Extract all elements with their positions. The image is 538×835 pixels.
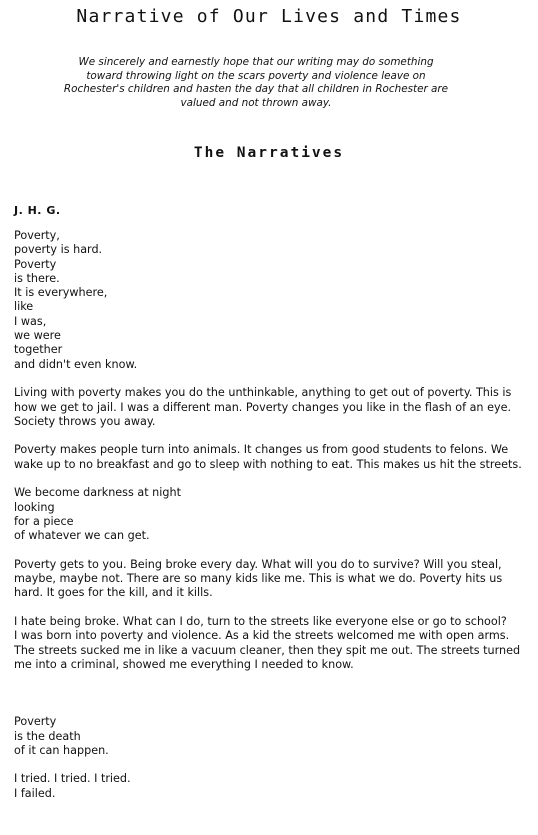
dedication-text: We sincerely and earnestly hope that our writing may do something toward throwing light on the scars poverty and violence leave on Rochester's children and hasten the day that all children in Rochester are valued and not thrown away. — [63, 56, 449, 109]
poem-stanza: I tried. I tried. I tried. I failed. — [14, 772, 131, 800]
poem-stanza: Poverty is the death of it can happen. — [14, 715, 109, 757]
poem-stanza: Poverty, poverty is hard. Poverty is there. It is everywhere, like I was, we were together and didn't even know. — [14, 229, 138, 371]
paragraph: Poverty gets to you. Being broke every day. What will you do to survive? Will you steal, maybe, maybe not. There are so many kids like me. This is what we do. Poverty hits us hard. It goes for the kill, and it kills. — [14, 557, 503, 600]
narrative-body — [14, 229, 524, 815]
paragraph: Poverty makes people turn into animals. It changes us from good students to felons. We wake up to no breakfast and go to sleep with nothing to eat. This makes us hit the streets. — [14, 443, 522, 471]
document-title: Narrative of Our Lives and Times — [76, 6, 462, 27]
paragraph: I hate being broke. What can I do, turn to the streets like everyone else or go to school? I was born into poverty and violence. As a kid the streets welcomed me with open arms. The streets sucked me in like a vacuum cleaner, then they spit me out. The streets turned me into a criminal, showed me everything I needed to know. — [14, 615, 521, 671]
poem-stanza: We become darkness at night looking for a piece of whatever we can get. — [14, 486, 181, 543]
section-title: The Narratives — [193, 145, 345, 161]
author-initials: J. H. G. — [14, 204, 61, 217]
paragraph: Living with poverty makes you do the unthinkable, anything to get out of poverty. This is how we get to jail. I was a different man. Poverty changes you like in the flash of an eye. Society throws you away. — [14, 386, 512, 428]
